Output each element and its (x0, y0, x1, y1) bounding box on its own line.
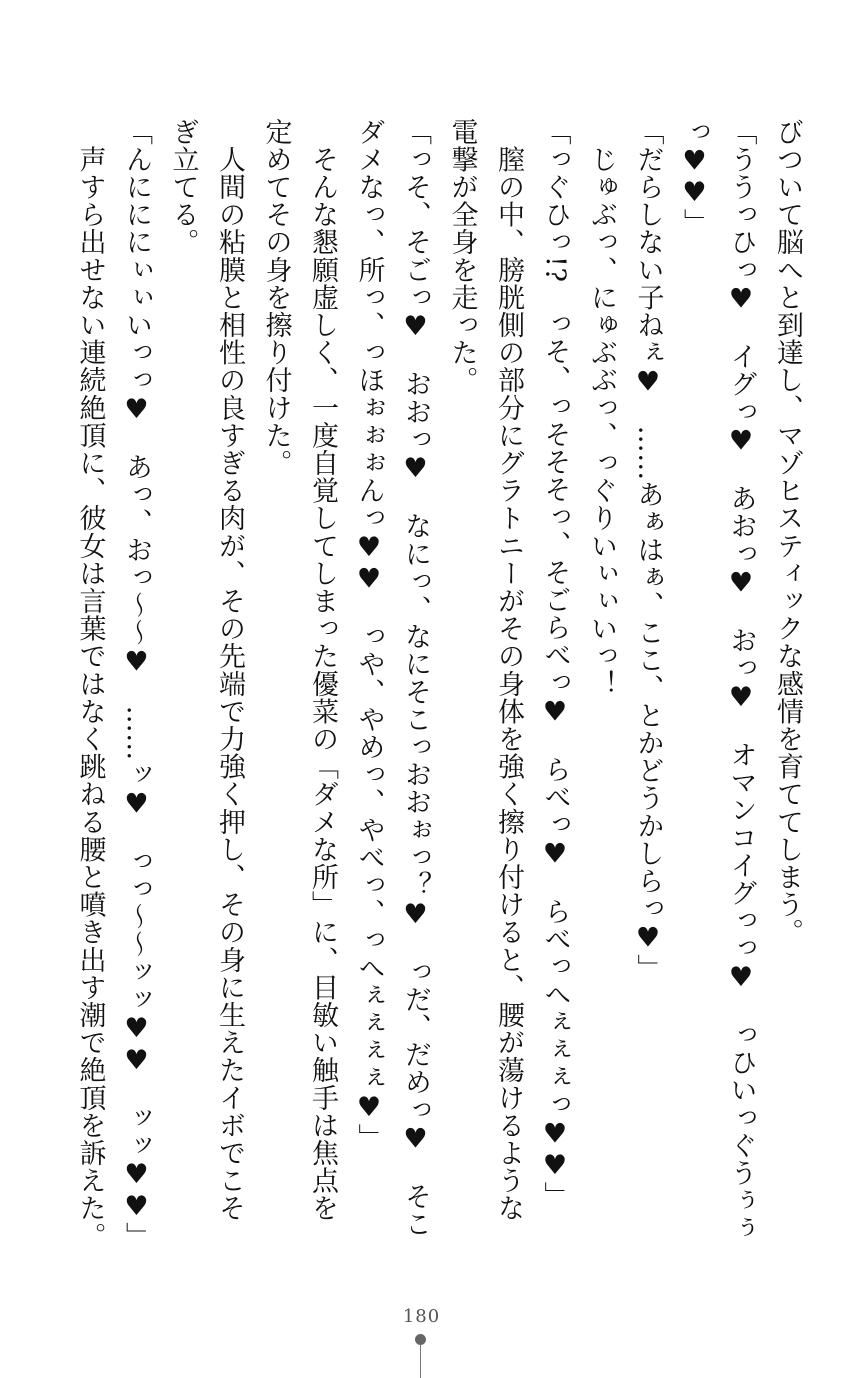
vertical-text-body (50, 118, 810, 1268)
text-line: 声すら出せない連続絶頂に、彼女は言葉ではなく跳ねる腰と噴き出す潮で絶頂を訴えた。 (74, 118, 106, 1250)
text-line: びついて脳へと到達し、マゾヒスティックな感情を育ててしまう。 (772, 118, 803, 946)
text-line: 「んにににぃぃいっっ♥ あっ、おっ～～♥ ……ッ♥ っっ～～ッッ♥♥ ッッ♥♥」 (121, 118, 152, 1250)
text-line: 「っそ、そごっ♥ おおっ♥ なにっ、なにそこっおおぉっ？♥ っだ、だめっ♥ そこ (400, 118, 431, 1238)
text-line: 定めてその身を擦り付けた。 (260, 118, 292, 477)
text-line: 「ううっひっ♥ イグっ♥ あおっ♥ おっ♥ オマンコイグっっ♥ っひいっぐうぅぅ (725, 118, 757, 1242)
text-line: ぎ立てる。 (167, 118, 199, 256)
text-line: そんな懇願虚しく、一度自覚してしまった優菜の「ダメな所」に、目敏い触手は焦点を (307, 118, 338, 1222)
text-line: 「っぐひっ!? っそ、っそそそっ、そごらべっ♥ らべっ♥ らべっへぇぇぇっ♥♥」 (539, 118, 571, 1210)
text-line: っ♥♥」 (679, 118, 710, 237)
page-footer (0, 1306, 843, 1378)
text-line: 「だらしない子ねぇ♥ ……あぁはぁ、ここ、とかどうかしらっ♥」 (632, 118, 664, 982)
text-line: 膣の中、膀胱側の部分にグラトニーがその身体を強く擦り付けると、腰が蕩けるような (493, 118, 524, 1222)
text-line: ダメなっ、所っ、っほぉぉぉんっ♥♥ っや、やめっ、やべっ、っへぇぇぇぇ♥」 (353, 118, 385, 1152)
text-line: 電撃が全身を走った。 (446, 118, 478, 394)
text-line: じゅぶっ、にゅぶぶっ、っぐりいぃぃいっ！ (586, 118, 617, 698)
text-line: 人間の粘膜と相性の良すぎる肉が、その先端で力強く押し、その身に生えたイボでこそ (214, 118, 245, 1222)
page-marker-line (420, 1344, 421, 1378)
page-number: 180 (402, 1306, 441, 1327)
